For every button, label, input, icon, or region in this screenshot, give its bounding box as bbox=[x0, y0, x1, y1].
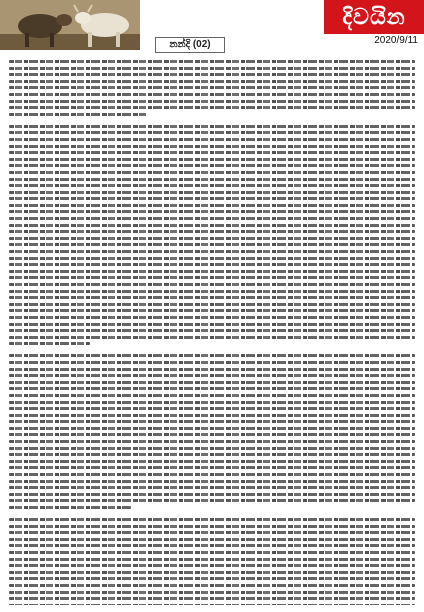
text-line bbox=[9, 381, 415, 384]
text-line bbox=[9, 420, 415, 423]
article-paragraph bbox=[9, 354, 415, 509]
text-line bbox=[9, 263, 415, 266]
text-line bbox=[9, 257, 415, 260]
text-line bbox=[9, 374, 415, 377]
text-line bbox=[9, 303, 415, 306]
text-line bbox=[9, 80, 415, 83]
text-line bbox=[9, 309, 415, 312]
text-line bbox=[9, 499, 415, 502]
text-line bbox=[9, 106, 415, 109]
text-line bbox=[9, 86, 415, 89]
text-line bbox=[9, 178, 415, 181]
text-line bbox=[9, 558, 415, 561]
text-line bbox=[9, 323, 415, 326]
text-line bbox=[9, 316, 415, 319]
text-line bbox=[9, 518, 415, 521]
text-line bbox=[9, 60, 415, 63]
text-line bbox=[9, 93, 415, 96]
text-line bbox=[9, 296, 415, 299]
text-line bbox=[9, 414, 415, 417]
text-line bbox=[9, 158, 415, 161]
text-line bbox=[9, 270, 415, 273]
text-line bbox=[9, 597, 415, 600]
text-line bbox=[9, 125, 415, 128]
text-line bbox=[9, 433, 415, 436]
text-line bbox=[9, 237, 415, 240]
text-line bbox=[9, 486, 415, 489]
text-line bbox=[9, 538, 415, 541]
text-line bbox=[9, 466, 415, 469]
text-line bbox=[9, 73, 415, 76]
text-line bbox=[9, 460, 415, 463]
text-line bbox=[9, 290, 415, 293]
article-paragraph bbox=[9, 518, 415, 605]
text-line bbox=[9, 283, 415, 286]
text-line bbox=[9, 171, 415, 174]
text-line bbox=[9, 453, 415, 456]
text-line bbox=[9, 506, 131, 509]
text-line bbox=[9, 604, 415, 605]
text-line bbox=[9, 243, 415, 246]
text-line bbox=[9, 564, 415, 567]
text-line bbox=[9, 164, 415, 167]
text-line bbox=[9, 525, 415, 528]
text-line bbox=[9, 584, 415, 587]
text-line bbox=[9, 250, 415, 253]
article-paragraph bbox=[9, 60, 415, 116]
article-title: නන්දි (02) bbox=[155, 37, 225, 53]
text-line bbox=[9, 551, 415, 554]
text-line bbox=[9, 447, 415, 450]
text-line bbox=[9, 407, 415, 410]
text-line bbox=[9, 151, 415, 154]
text-line bbox=[9, 210, 415, 213]
text-line bbox=[9, 145, 415, 148]
cattle-photo-graphic bbox=[0, 0, 140, 50]
text-line bbox=[9, 577, 415, 580]
text-line bbox=[9, 224, 415, 227]
text-line bbox=[9, 100, 415, 103]
text-line bbox=[9, 427, 415, 430]
text-line bbox=[9, 544, 415, 547]
text-line bbox=[9, 440, 415, 443]
text-line bbox=[9, 368, 415, 371]
text-line bbox=[9, 361, 415, 364]
article-paragraph bbox=[9, 125, 415, 346]
text-line bbox=[9, 336, 415, 339]
text-line bbox=[9, 493, 415, 496]
article-body bbox=[9, 60, 415, 605]
text-line bbox=[9, 217, 415, 220]
text-line bbox=[9, 191, 415, 194]
text-line bbox=[9, 401, 415, 404]
text-line bbox=[9, 230, 415, 233]
article-photo bbox=[0, 0, 140, 50]
text-line bbox=[9, 204, 415, 207]
newspaper-masthead bbox=[324, 0, 424, 34]
text-line bbox=[9, 531, 415, 534]
text-line bbox=[9, 354, 415, 357]
text-line bbox=[9, 394, 415, 397]
text-line bbox=[9, 131, 415, 134]
text-line bbox=[9, 67, 415, 70]
issue-date: 2020/9/11 bbox=[374, 35, 418, 46]
text-line bbox=[9, 276, 415, 279]
text-line bbox=[9, 387, 415, 390]
text-line bbox=[9, 480, 415, 483]
masthead-title: දිවයින bbox=[342, 4, 406, 30]
text-line bbox=[9, 591, 415, 594]
text-line bbox=[9, 184, 415, 187]
text-line bbox=[9, 473, 415, 476]
text-line bbox=[9, 329, 415, 332]
text-line bbox=[9, 113, 147, 116]
text-line bbox=[9, 197, 415, 200]
text-line bbox=[9, 342, 90, 345]
text-line bbox=[9, 138, 415, 141]
text-line bbox=[9, 571, 415, 574]
